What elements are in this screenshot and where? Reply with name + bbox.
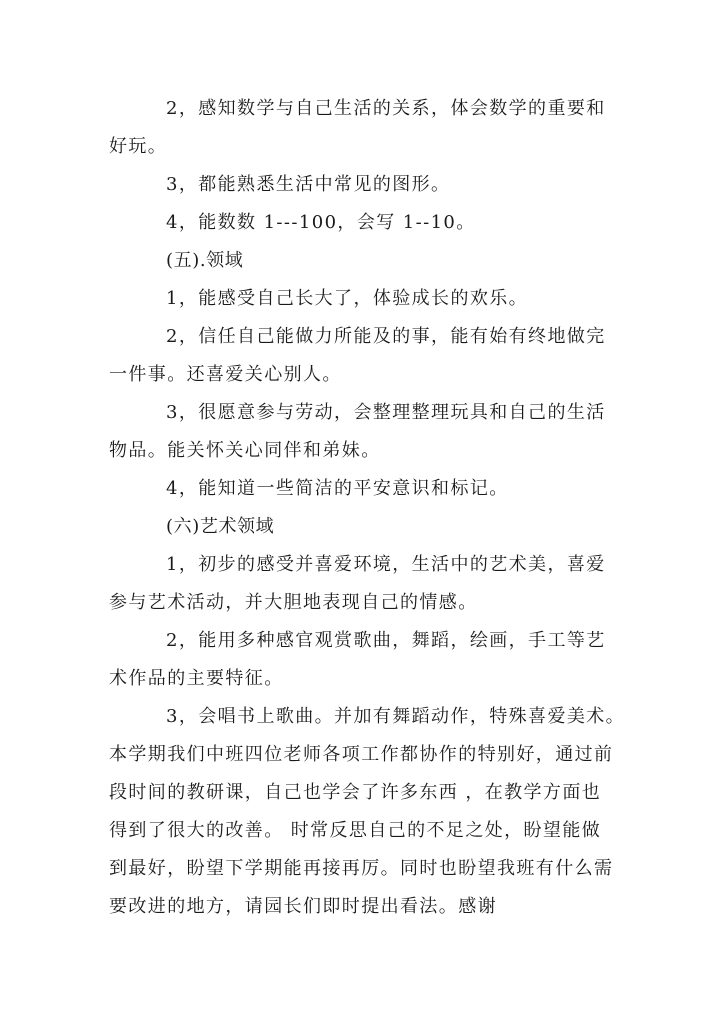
text-line-22: 要改进的地方，请园长们即时提出看法。感谢: [109, 896, 497, 917]
text-line-2: 好玩。: [109, 136, 168, 157]
text-line-17: 3，会唱书上歌曲。并加有舞蹈动作，特殊喜爱美术。: [166, 706, 626, 727]
text-line-21: 到最好，盼望下学期能再接再厉。同时也盼望我班有什么需: [109, 858, 614, 879]
text-line-14: 参与艺术活动，并大胆地表现自己的情感。: [109, 592, 478, 613]
text-line-10: 物品。能关怀关心同伴和弟妹。: [109, 440, 381, 461]
text-line-15: 2，能用多种感官观赏歌曲，舞蹈，绘画，手工等艺: [166, 630, 606, 651]
text-line-8: 一件事。还喜爱关心别人。: [109, 364, 342, 385]
text-line-4: 4，能数数 1---100，会写 1--10。: [166, 212, 476, 233]
text-line-1: 2，感知数学与自己生活的关系，体会数学的重要和: [166, 98, 606, 119]
text-line-20: 得到了很大的改善。 时常反思自己的不足之处，盼望能做: [109, 820, 602, 841]
text-line-19: 段时间的教研课，自己也学会了许多东西 ，在教学方面也: [109, 782, 602, 803]
text-line-18: 本学期我们中班四位老师各项工作都协作的特别好，通过前: [109, 744, 614, 765]
text-line-9: 3，很愿意参与劳动，会整理整理玩具和自己的生活: [166, 402, 606, 423]
section-heading-6: (六)艺术领域: [166, 516, 275, 537]
text-line-7: 2，信任自己能做力所能及的事，能有始有终地做完: [166, 326, 606, 347]
text-line-11: 4，能知道一些简洁的平安意识和标记。: [166, 478, 509, 499]
text-line-13: 1，初步的感受并喜爱环境，生活中的艺术美，喜爱: [166, 554, 606, 575]
section-heading-5: (五).领域: [166, 250, 244, 271]
text-line-6: 1，能感受自己长大了，体验成长的欢乐。: [166, 288, 529, 309]
text-line-3: 3，都能熟悉生活中常见的图形。: [166, 174, 451, 195]
text-line-16: 术作品的主要特征。: [109, 668, 284, 689]
